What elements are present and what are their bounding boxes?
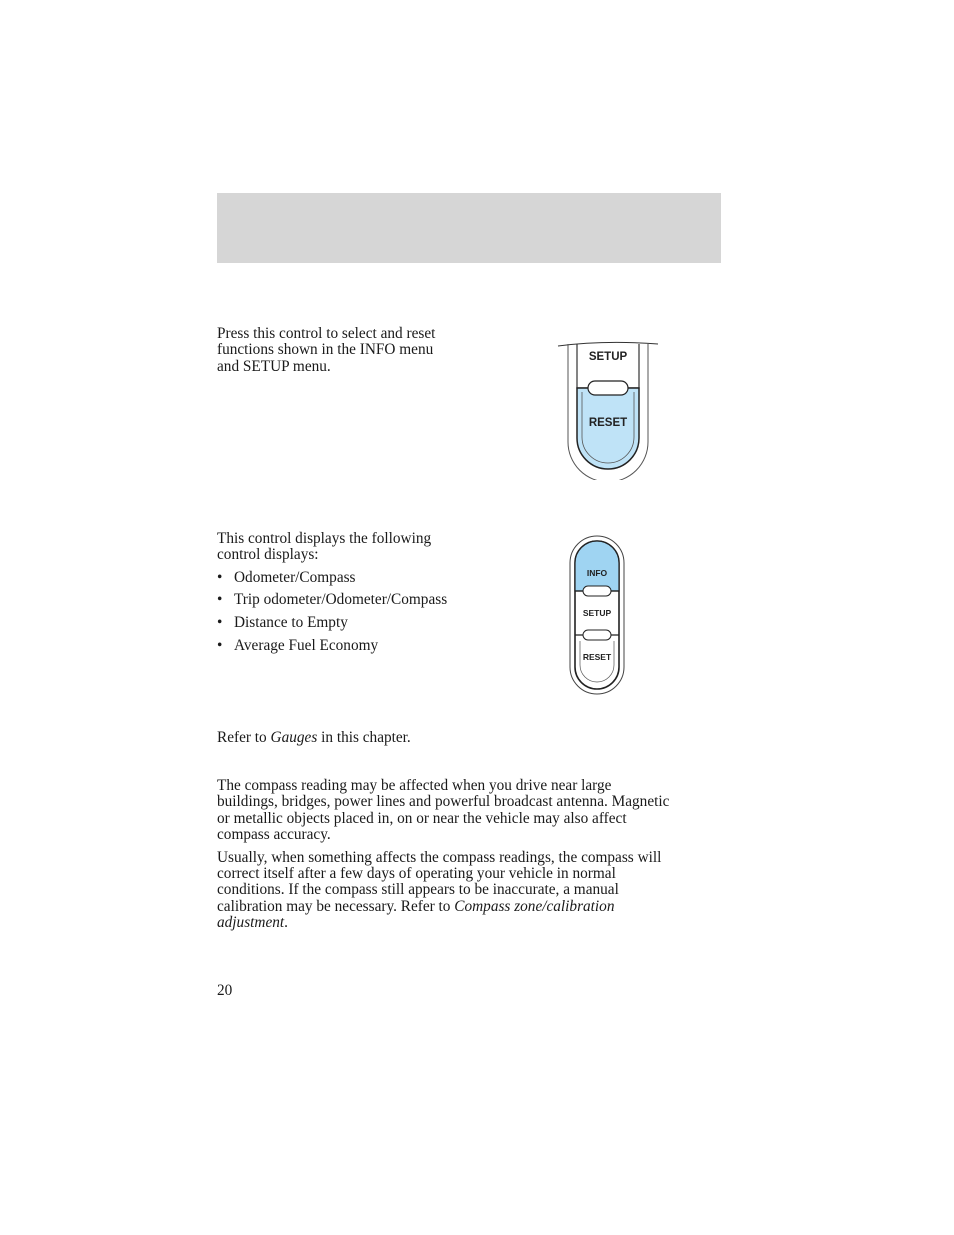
reset-label: RESET (588, 417, 628, 429)
control-displays-description (217, 531, 517, 660)
paragraph (217, 778, 727, 844)
text-line: functions shown in the INFO menu (217, 341, 434, 359)
setup-label: SETUP (588, 351, 628, 363)
text-line: or metallic objects placed in, on or near the vehicle may also affect (217, 809, 627, 827)
calibration-link-text-cont: adjustment (217, 914, 285, 932)
text-line: buildings, bridges, power lines and powerful broadcast antenna. Magnetic (217, 793, 670, 811)
text-line: Press this control to select and reset (217, 325, 436, 342)
gauges-reference: Refer to Gauges in this chapter. (217, 729, 411, 746)
info-label: INFO (586, 568, 608, 578)
page-number: 20 (217, 982, 233, 999)
setup-label: SETUP (582, 608, 612, 618)
calibration-link-text: Compass zone/calibration (454, 897, 615, 915)
text-line: conditions. If the compass still appears to be inaccurate, a manual (217, 881, 619, 899)
text-line: The compass reading may be affected when you drive near large (217, 777, 612, 794)
text-line: This control displays the following (217, 530, 432, 547)
reset-label: RESET (582, 652, 612, 662)
text-line: and SETUP menu. (217, 357, 331, 375)
text-line: correct itself after a few days of operating your vehicle in normal (217, 865, 616, 883)
text-line: compass accuracy. (217, 826, 331, 844)
gauges-link-text: Gauges (270, 729, 318, 746)
compass-accuracy-section (217, 778, 727, 938)
paragraph: Usually, when something affects the compass readings, the compass will correct itself after a few days of operating your vehicle in normal conditions. If the compass still appears to be inaccurate, a manual calibration may be necessary. Refer to Compass zone/calibration adjustment. (217, 848, 662, 932)
setup-reset-description (217, 326, 497, 375)
text-line: control displays: (217, 546, 319, 564)
list-item: • Odometer/Compass (217, 568, 356, 586)
text-line: Usually, when something affects the compass readings, the compass will (217, 848, 662, 866)
text-line: calibration may be necessary. Refer to (217, 897, 455, 915)
list-item: • Distance to Empty (217, 614, 348, 631)
display-list (217, 570, 517, 654)
setup-reset-button-illustration (555, 340, 661, 480)
list-item: • Trip odometer/Odometer/Compass (217, 591, 448, 609)
info-setup-reset-button-illustration (565, 533, 629, 697)
list-item: • Average Fuel Economy (217, 636, 379, 654)
header-band (217, 193, 721, 263)
